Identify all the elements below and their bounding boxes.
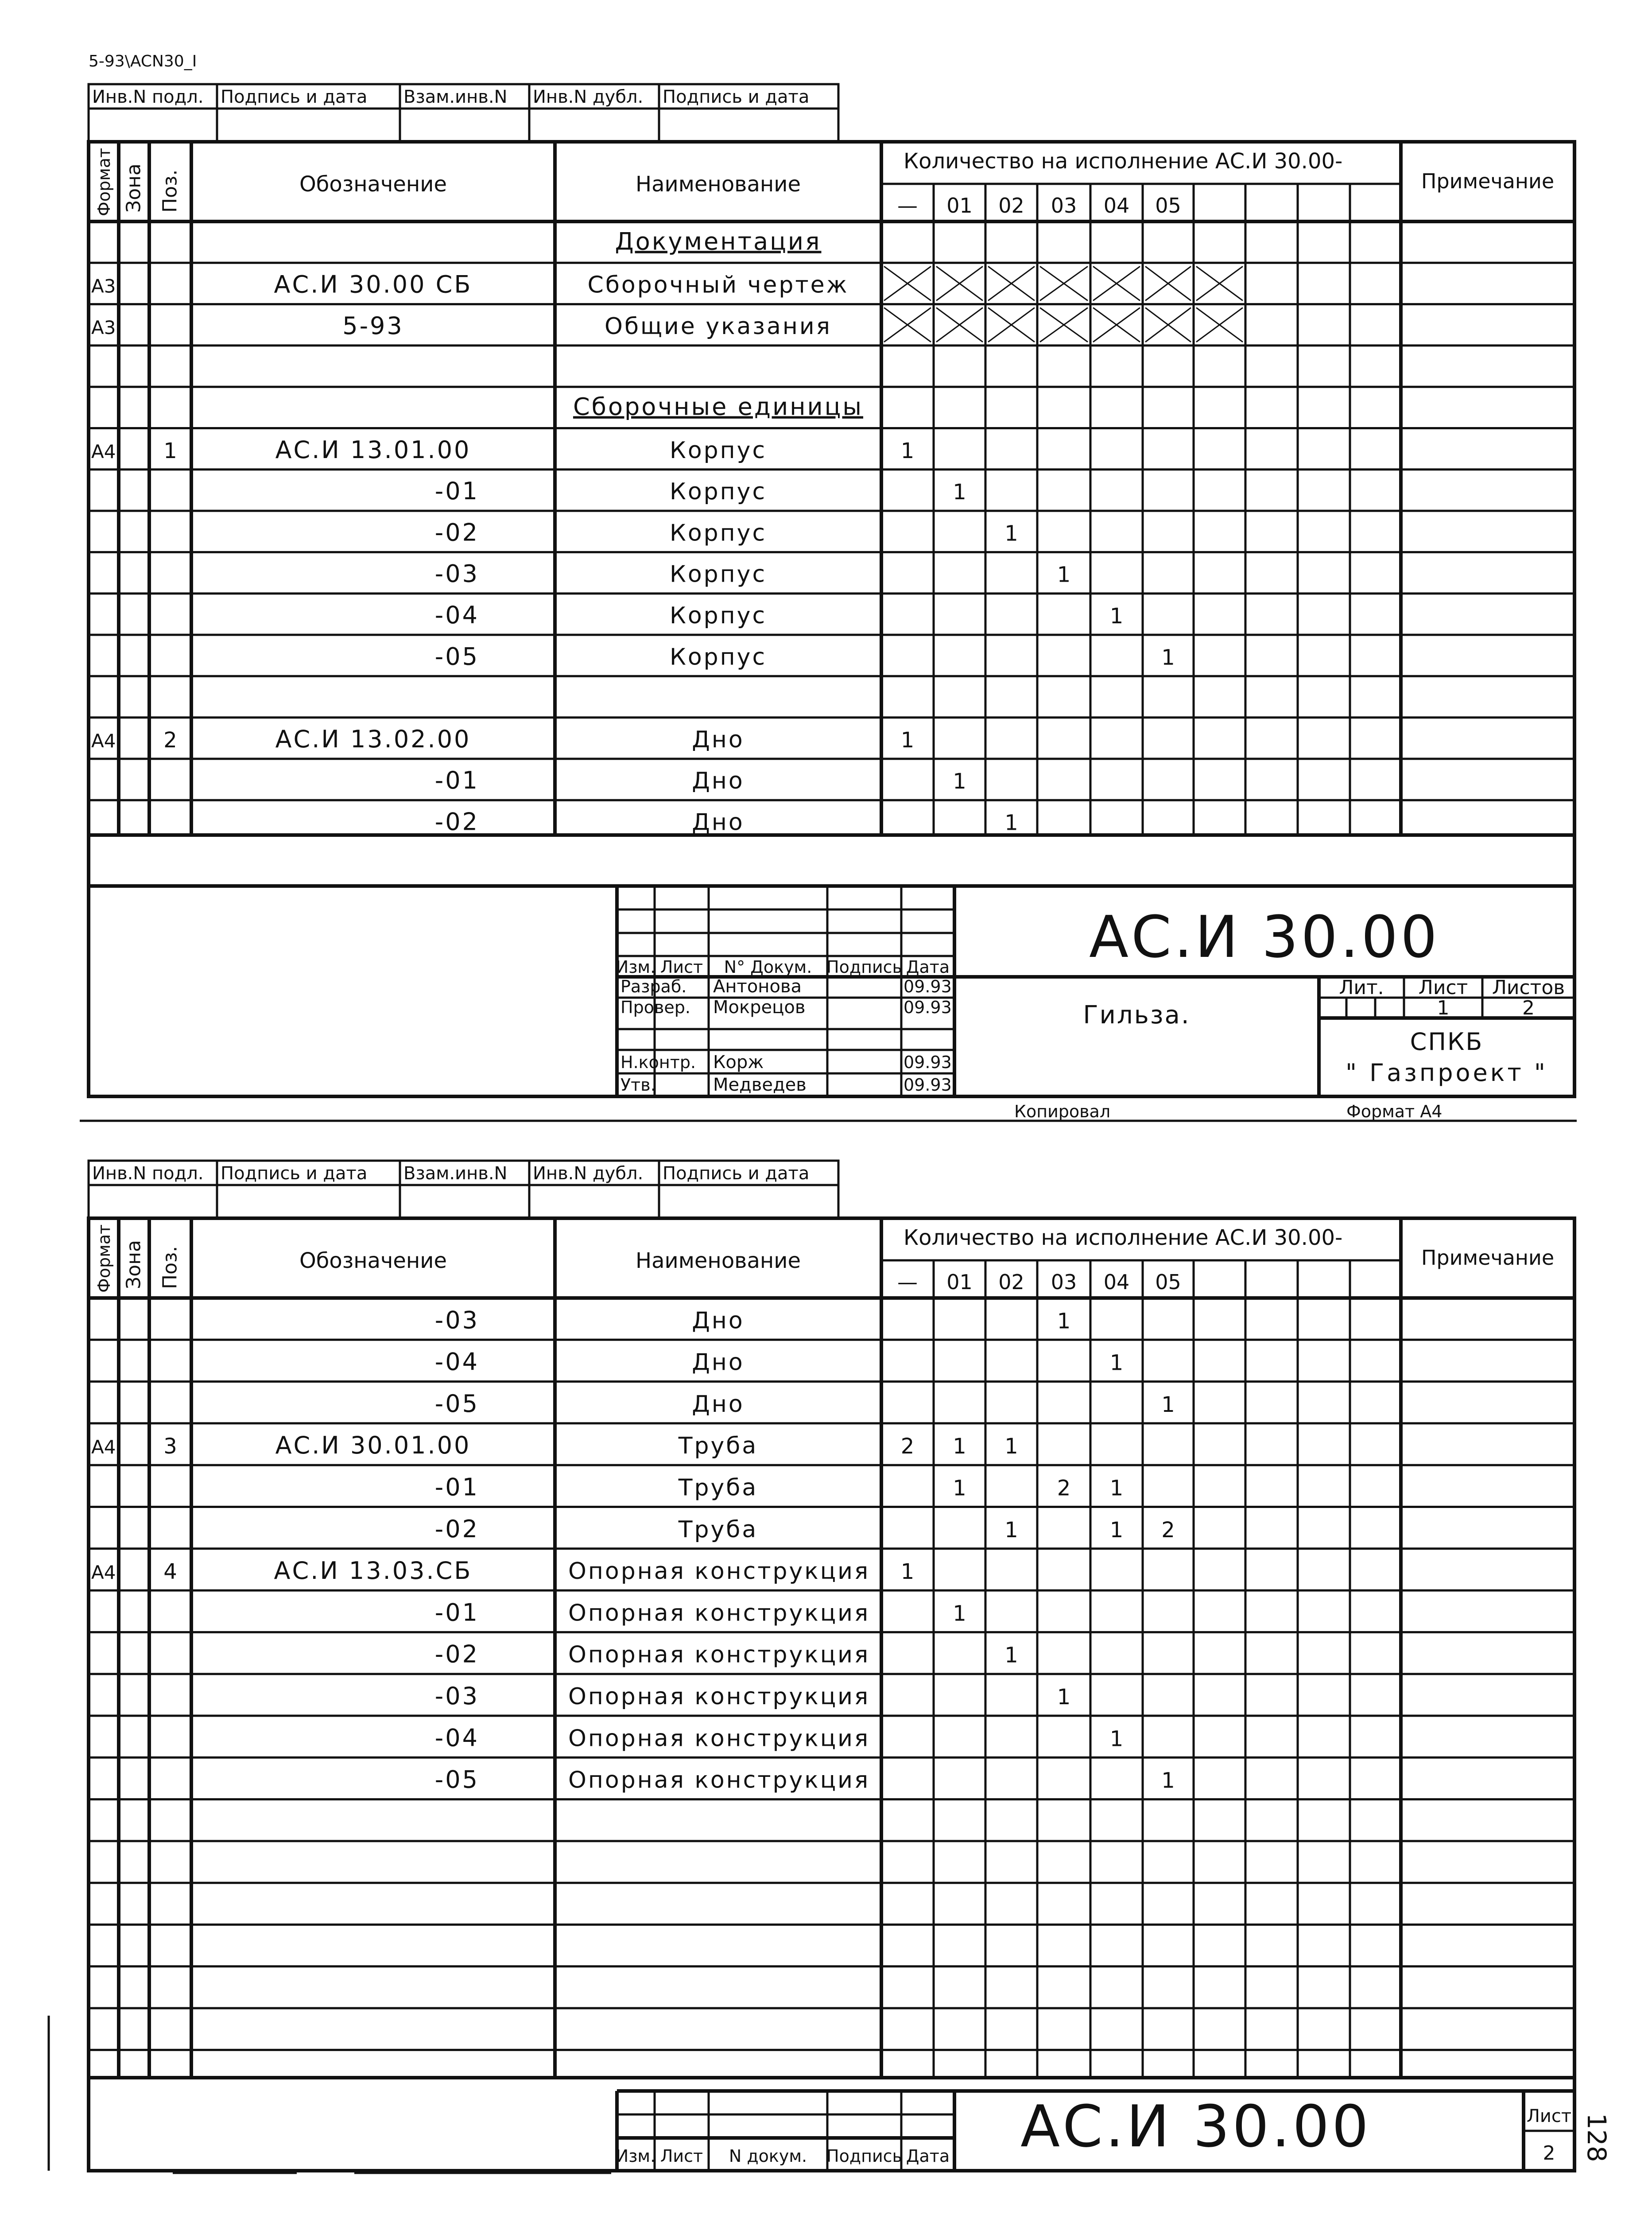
row-qty-3: 2 [1057,1476,1071,1501]
row-qty-2: 1 [1004,1643,1018,1668]
role-date: 09.93 [904,977,952,996]
header-note: Примечание [1421,1246,1555,1270]
row-name: Опорная конструкция [568,1600,870,1627]
row-name: Корпус [669,478,767,505]
row-format: А3 [91,316,116,338]
row-name: Опорная конструкция [568,1767,870,1794]
approval-label-5: Подпись и дата [663,87,810,107]
row-qty-1: 1 [953,480,966,505]
lit-label: Лит. [1339,976,1384,999]
row-name: Опорная конструкция [568,1725,870,1752]
approval-label-5: Подпись и дата [663,1163,810,1184]
row-name: Корпус [669,561,767,588]
row-designation: -01 [434,1598,479,1627]
format-label: Формат А4 [1346,1102,1443,1121]
row-name: Дно [692,1391,745,1418]
header-variant-5: 05 [1155,1270,1181,1294]
header-designation: Обозначение [299,172,447,197]
header-name: Наименование [635,172,801,197]
footer-rev-header-1: Лист [660,2146,703,2166]
role-name: Мокрецов [713,997,806,1018]
row-format: А3 [91,275,116,297]
rev-header-4: Дата [906,957,950,977]
sheet-value: 1 [1437,997,1450,1019]
row-qty-3: 1 [1057,1685,1071,1710]
header-pos: Поз. [159,1246,182,1289]
header-variant-0: — [897,194,918,218]
row-qty-5: 2 [1161,1517,1175,1543]
rev-header-2: N° Докум. [724,957,812,977]
approval-label-1: Инв.N подл. [92,87,204,107]
row-qty-5: 1 [1161,645,1175,670]
doc-code: АС.И 30.00 [1089,903,1440,971]
row-designation: АС.И 13.02.00 [275,725,471,753]
row-name: Дно [692,768,745,795]
footer-doc-code: АС.И 30.00 [1020,2093,1371,2160]
row-name: Дно [692,809,745,836]
approval-label-3: Взам.инв.N [403,1163,508,1184]
org-line2: " Газпроект " [1346,1059,1548,1087]
sheet-label: Лист [1418,976,1468,999]
header-variant-4: 04 [1103,194,1130,218]
row-qty-1: 1 [953,1476,966,1501]
row-pos: 4 [163,1559,177,1585]
sheet-number: 128 [1582,2113,1612,2162]
approval-label-1: Инв.N подл. [92,1163,204,1184]
footer-rev-header-0: Изм. [616,2146,656,2166]
row-designation: -04 [434,601,479,629]
row-name: Корпус [669,644,767,671]
row-name: Труба [678,1474,758,1501]
header-variant-1: 01 [946,1270,973,1294]
approval-label-3: Взам.инв.N [403,87,508,107]
row-qty-0: 1 [900,727,915,753]
row-qty-2: 1 [1004,521,1018,546]
footer-sheet-label: Лист [1526,2106,1572,2126]
footer-rev-header-4: Дата [906,2146,950,2166]
row-qty-4: 1 [1109,1517,1124,1543]
row-qty-3: 1 [1057,1309,1071,1334]
row-pos: 2 [163,727,177,753]
row-designation: -04 [434,1724,479,1752]
row-designation: АС.И 13.03.СБ [274,1557,473,1585]
role-name: Антонова [713,976,802,997]
sheets-label: Листов [1492,976,1565,999]
footer-rev-header-3: Подпись [826,2146,902,2166]
header-pos: Поз. [159,169,182,213]
row-designation: -02 [434,518,479,547]
row-name: Дно [692,1349,745,1376]
header-qty-title: Количество на исполнение АС.И 30.00- [904,149,1343,174]
row-qty-0: 1 [900,1559,915,1585]
row-designation: АС.И 30.00 СБ [274,270,473,299]
row-qty-3: 1 [1057,562,1071,587]
row-designation: -04 [434,1348,479,1376]
role-name: Корж [713,1052,764,1073]
row-qty-5: 1 [1161,1768,1175,1793]
row-name: Общие указания [605,313,832,340]
row-qty-4: 1 [1109,1476,1124,1501]
row-designation: -05 [434,1765,479,1794]
header-variant-0: — [897,1270,918,1294]
row-name: Корпус [669,602,767,629]
approval-label-2: Подпись и дата [221,1163,368,1184]
row-designation: АС.И 30.01.00 [275,1431,471,1460]
row-designation: 5-93 [342,311,404,340]
row-name: Труба [678,1516,758,1543]
row-designation: -02 [434,1640,479,1668]
header-name: Наименование [635,1248,801,1273]
footer-rev-header-2: N докум. [729,2146,807,2166]
role-label: Провер. [620,998,690,1017]
row-name: Опорная конструкция [568,1683,870,1710]
role-name: Медведев [713,1075,807,1095]
row-name: Труба [678,1433,758,1460]
row-format: А4 [91,440,116,462]
header-variant-3: 03 [1051,194,1077,218]
row-qty-1: 1 [953,1434,966,1459]
row-qty-4: 1 [1109,1350,1124,1376]
row-qty-4: 1 [1109,604,1124,629]
sheets-value: 2 [1522,997,1535,1019]
row-name: Корпус [669,520,767,547]
role-date: 09.93 [904,1053,952,1072]
row-pos: 3 [163,1434,177,1459]
footer-sheet-value: 2 [1543,2142,1555,2164]
row-designation: -01 [434,1473,479,1501]
role-label: Утв. [620,1075,656,1095]
role-label: Н.контр. [620,1053,696,1072]
role-date: 09.93 [904,1075,952,1095]
header-variant-1: 01 [946,194,973,218]
row-designation: -01 [434,766,479,795]
header-variant-4: 04 [1103,1270,1130,1294]
row-name: Опорная конструкция [568,1558,870,1585]
header-variant-2: 02 [998,1270,1024,1294]
rev-header-3: Подпись [826,957,902,977]
header-format: Формат [94,1224,114,1293]
row-qty-2: 1 [1004,1517,1018,1543]
product-name: Гильза. [1083,1001,1191,1030]
row-qty-1: 1 [953,769,966,794]
header-designation: Обозначение [299,1248,447,1273]
row-name: Дно [692,1307,745,1334]
row-format: А4 [91,730,116,752]
approval-label-4: Инв.N дубл. [533,87,644,107]
role-label: Разраб. [620,977,687,996]
row-name: Корпус [669,437,767,464]
rev-header-1: Лист [660,957,703,977]
row-section-title: Сборочные единицы [573,392,864,421]
header-variant-5: 05 [1155,194,1181,218]
header-zone: Зона [122,1240,145,1289]
approval-label-2: Подпись и дата [221,87,368,107]
header-format: Формат [94,148,114,216]
header-variant-3: 03 [1051,1270,1077,1294]
row-qty-0: 2 [900,1434,915,1459]
row-qty-1: 1 [953,1601,966,1626]
row-designation: -02 [434,808,479,836]
row-designation: АС.И 13.01.00 [275,435,471,464]
approval-label-4: Инв.N дубл. [533,1163,644,1184]
row-qty-2: 1 [1004,810,1018,835]
row-format: А4 [91,1562,116,1584]
row-designation: -01 [434,477,479,505]
copied-label: Копировал [1014,1102,1111,1121]
row-designation: -03 [434,1682,479,1710]
row-qty-0: 1 [900,438,915,463]
role-date: 09.93 [904,998,952,1017]
row-designation: -02 [434,1515,479,1543]
rev-header-0: Изм. [616,957,656,977]
row-name: Дно [692,726,745,753]
header-variant-2: 02 [998,194,1024,218]
row-designation: -05 [434,642,479,671]
row-name: Сборочный чертеж [587,272,849,299]
header-zone: Зона [122,163,145,213]
row-qty-4: 1 [1109,1726,1124,1752]
row-designation: -03 [434,560,479,588]
header-qty-title: Количество на исполнение АС.И 30.00- [904,1225,1343,1250]
row-format: А4 [91,1436,116,1458]
row-section-title: Документация [615,227,822,256]
row-pos: 1 [163,438,177,463]
row-name: Опорная конструкция [568,1641,870,1668]
row-designation: -05 [434,1389,479,1418]
row-designation: -03 [434,1306,479,1334]
org-line1: СПКБ [1410,1028,1484,1056]
row-qty-2: 1 [1004,1434,1018,1459]
row-qty-5: 1 [1161,1392,1175,1417]
header-note: Примечание [1421,169,1555,193]
file-code: 5-93\ACN30_I [89,52,197,70]
